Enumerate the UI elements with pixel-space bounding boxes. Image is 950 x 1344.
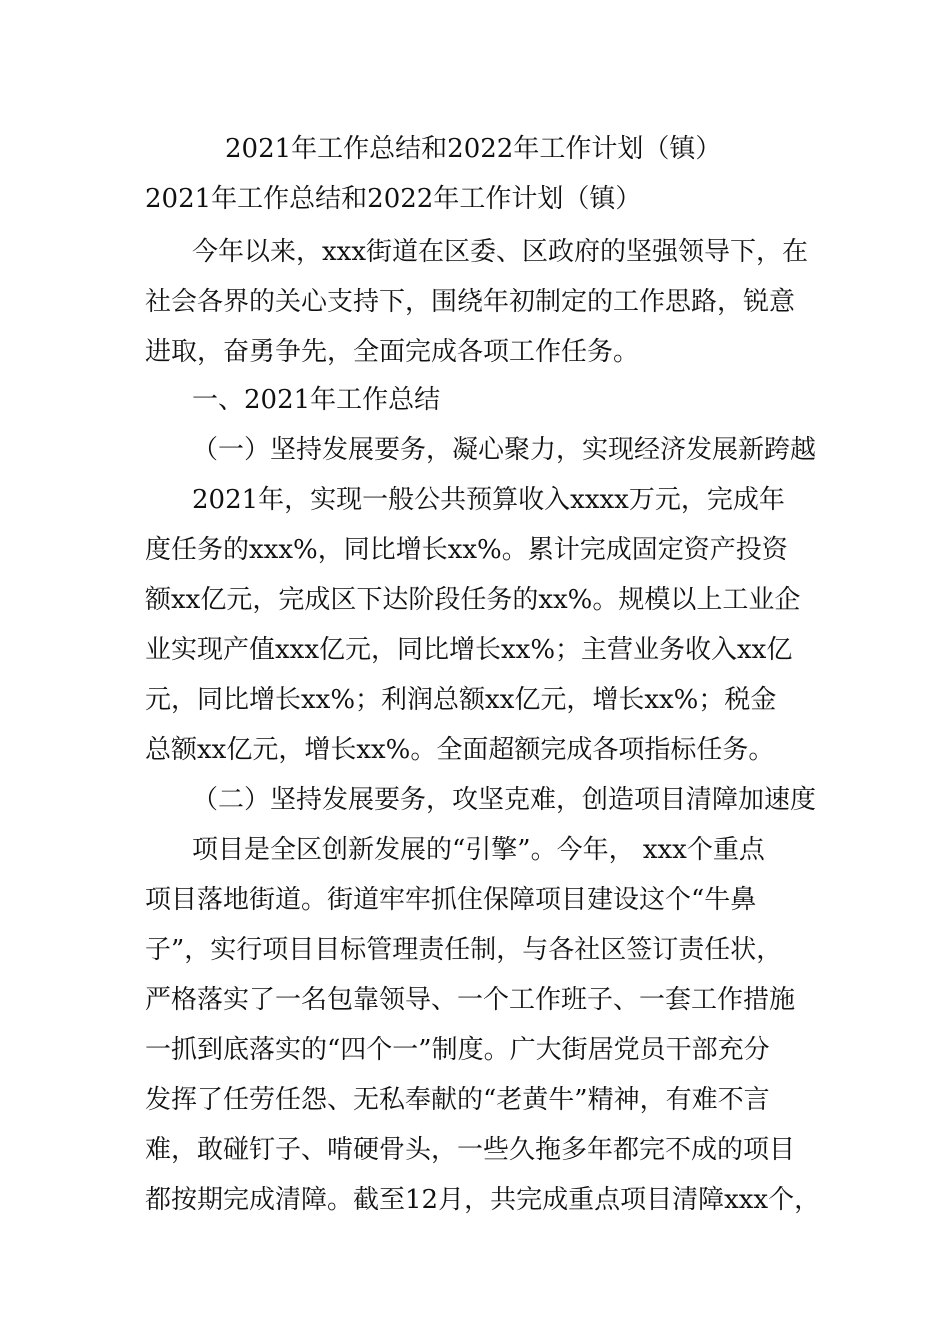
sub1-paragraph-line-1: 2021年，实现一般公共预算收入xxxx万元，完成年: [192, 485, 785, 515]
sub2-paragraph-line-6: 发挥了任劳任怨、无私奉献的“老黄牛”精神，有难不言: [145, 1085, 770, 1115]
intro-line-3: 进取，奋勇争先，全面完成各项工作任务。: [145, 337, 640, 367]
document-title: 2021年工作总结和2022年工作计划（镇）: [225, 134, 722, 164]
sub1-paragraph-line-5: 元，同比增长xx%；利润总额xx亿元，增长xx%；税金: [145, 685, 777, 715]
sub2-heading: （二）坚持发展要务，攻坚克难，创造项目清障加速度: [192, 785, 817, 815]
sub2-paragraph-line-7: 难，敢碰钉子、啃硬骨头，一些久拖多年都完不成的项目: [145, 1135, 796, 1165]
sub2-paragraph-line-5: 一抓到底落实的“四个一”制度。广大街居党员干部充分: [145, 1035, 770, 1065]
sub2-paragraph-line-1: 项目是全区创新发展的“引擎”。今年， xxx个重点: [192, 835, 765, 865]
sub1-paragraph-line-6: 总额xx亿元，增长xx%。全面超额完成各项指标任务。: [145, 735, 775, 765]
sub1-paragraph-line-4: 业实现产值xxx亿元，同比增长xx%；主营业务收入xx亿: [145, 635, 793, 665]
intro-line-2: 社会各界的关心支持下，围绕年初制定的工作思路，锐意: [145, 287, 796, 317]
sub1-heading: （一）坚持发展要务，凝心聚力，实现经济发展新跨越: [192, 435, 817, 465]
document-subtitle: 2021年工作总结和2022年工作计划（镇）: [145, 184, 642, 214]
sub2-paragraph-line-4: 严格落实了一名包靠领导、一个工作班子、一套工作措施: [145, 985, 796, 1015]
sub2-paragraph-line-3: 子”，实行项目目标管理责任制，与各社区签订责任状，: [145, 935, 783, 965]
sub1-paragraph-line-2: 度任务的xxx%，同比增长xx%。累计完成固定资产投资: [145, 535, 788, 565]
section1-heading: 一、2021年工作总结: [192, 385, 441, 415]
sub2-paragraph-line-8: 都按期完成清障。截至12月，共完成重点项目清障xxx个，: [145, 1185, 821, 1215]
intro-line-1: 今年以来，xxx街道在区委、区政府的坚强领导下，在: [192, 237, 808, 267]
sub2-paragraph-line-2: 项目落地街道。街道牢牢抓住保障项目建设这个“牛鼻: [145, 885, 757, 915]
sub1-paragraph-line-3: 额xx亿元，完成区下达阶段任务的xx%。规模以上工业企: [145, 585, 801, 615]
